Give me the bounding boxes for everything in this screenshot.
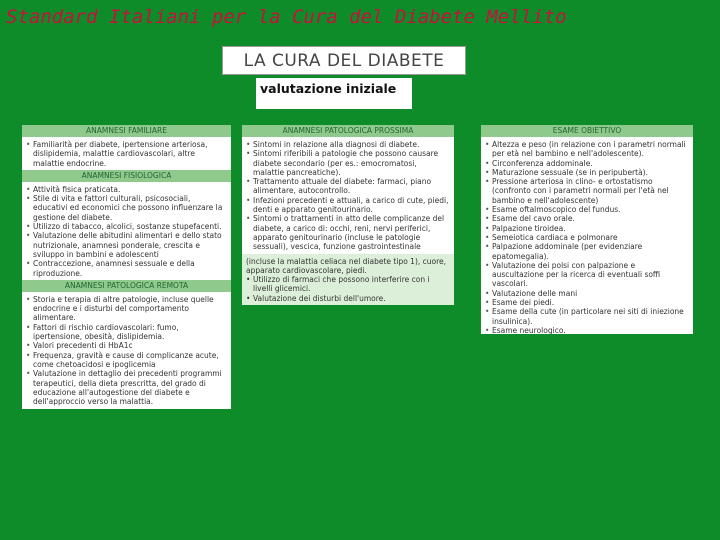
list-esame-obiettivo: [481, 137, 693, 334]
list-anamnesi-patologica-prossima: [242, 137, 454, 254]
list-item: • Esame oftalmoscopico del fundus.: [485, 205, 689, 214]
note-line: • Valutazione dei disturbi dell'umore.: [246, 294, 450, 303]
list-item: • Esame della cute (in particolare nei siti di iniezione insulinica).: [485, 307, 689, 326]
list-item: • Fattori di rischio cardiovascolari: fumo, ipertensione, obesità, dislipidemia.: [26, 323, 227, 342]
list-item: • Sintomi o trattamenti in atto delle complicanze del diabete, a carico di: occhi, reni, nervi periferici, apparato genitourinario (incluse le patologie sessuali), vescica, funzione gastrointestinale: [246, 214, 450, 251]
list-item: • Esame dei piedi.: [485, 298, 689, 307]
list-item: • Infezioni precedenti e attuali, a carico di cute, piedi, denti e apparato genitourinario.: [246, 196, 450, 215]
list-item: • Utilizzo di tabacco, alcolici, sostanze stupefacenti.: [26, 222, 227, 231]
list-item: • Esame del cavo orale.: [485, 214, 689, 223]
section-header-anamnesi-fisiologica: ANAMNESI FISIOLOGICA: [22, 170, 231, 182]
list-anamnesi-fisiologica: [22, 182, 231, 280]
list-item: • Sintomi riferibili a patologie che possono causare diabete secondario (per es.: emocromatosi, malattie pancreatiche).: [246, 149, 450, 177]
logo-banner: [222, 46, 466, 75]
list-anamnesi-patologica-remota: [22, 292, 231, 409]
list-item: • Contraccezione, anamnesi sessuale e della riproduzione.: [26, 259, 227, 278]
list-anamnesi-familiare: [22, 137, 231, 170]
logo-text: LA CURA DEL DIABETE: [243, 50, 445, 71]
middle-column: [242, 125, 454, 305]
section-header-anamnesi-patologica-remota: ANAMNESI PATOLOGICA REMOTA: [22, 280, 231, 292]
list-item: • Frequenza, gravità e cause di complicanze acute, come chetoacidosi e ipoglicemia: [26, 351, 227, 370]
continuation-note: [242, 254, 454, 305]
subtitle-box: valutazione iniziale: [256, 78, 412, 109]
section-header-anamnesi-patologica-prossima: ANAMNESI PATOLOGICA PROSSIMA: [242, 125, 454, 137]
note-line: • Utilizzo di farmaci che possono interferire con i livelli glicemici.: [246, 275, 450, 294]
list-item: • Pressione arteriosa in clino- e ortostatismo (confronto con i parametri normali per l'età nel bambino e nell'adolescente): [485, 177, 689, 205]
list-item: • Palpazione tiroidea.: [485, 224, 689, 233]
note-line: (incluse la malattia celiaca nel diabete tipo 1), cuore, apparato cardiovascolare, piedi.: [246, 256, 447, 275]
list-item: • Esame neurologico.: [485, 326, 689, 334]
left-column: [22, 125, 231, 409]
list-item: • Stile di vita e fattori culturali, psicosociali, educativi ed economici che possono influenzare la gestione del diabete.: [26, 194, 227, 222]
list-item: • Palpazione addominale (per evidenziare epatomegalia).: [485, 242, 689, 261]
list-item: • Maturazione sessuale (se in peripubertà).: [485, 168, 689, 177]
section-header-esame-obiettivo: ESAME OBIETTIVO: [481, 125, 693, 137]
section-header-anamnesi-familiare: ANAMNESI FAMILIARE: [22, 125, 231, 137]
list-item: • Altezza e peso (in relazione con i parametri normali per età nel bambino e nell'adolescente).: [485, 140, 689, 159]
list-item: • Circonferenza addominale.: [485, 159, 689, 168]
list-item: • Storia e terapia di altre patologie, incluse quelle endocrine e i disturbi del comportamento alimentare.: [26, 295, 227, 323]
right-column: [481, 125, 693, 334]
list-item: • Valutazione delle abitudini alimentari e dello stato nutrizionale, anamnesi ponderale, crescita e sviluppo in bambini e adolescenti: [26, 231, 227, 259]
list-item: • Attività fisica praticata.: [26, 185, 227, 194]
list-item: • Sintomi in relazione alla diagnosi di diabete.: [246, 140, 450, 149]
slide-title: Standard Italiani per la Cura del Diabete Mellito: [6, 6, 567, 28]
list-item: • Semeiotica cardiaca e polmonare: [485, 233, 689, 242]
list-item: • Familiarità per diabete, ipertensione arteriosa, dislipidemia, malattie cardiovascolari, altre malattie endocrine.: [26, 140, 227, 168]
list-item: • Valutazione in dettaglio dei precedenti programmi terapeutici, della dieta prescritta, del grado di educazione all'autogestione del diabete e dell'approccio verso la malattia.: [26, 369, 227, 406]
list-item: • Valori precedenti di HbA1c: [26, 341, 227, 350]
list-item: • Valutazione delle mani: [485, 289, 689, 298]
list-item: • Valutazione dei polsi con palpazione e auscultazione per la ricerca di eventuali soffi vascolari.: [485, 261, 689, 289]
list-item: • Trattamento attuale del diabete: farmaci, piano alimentare, autocontrollo.: [246, 177, 450, 196]
